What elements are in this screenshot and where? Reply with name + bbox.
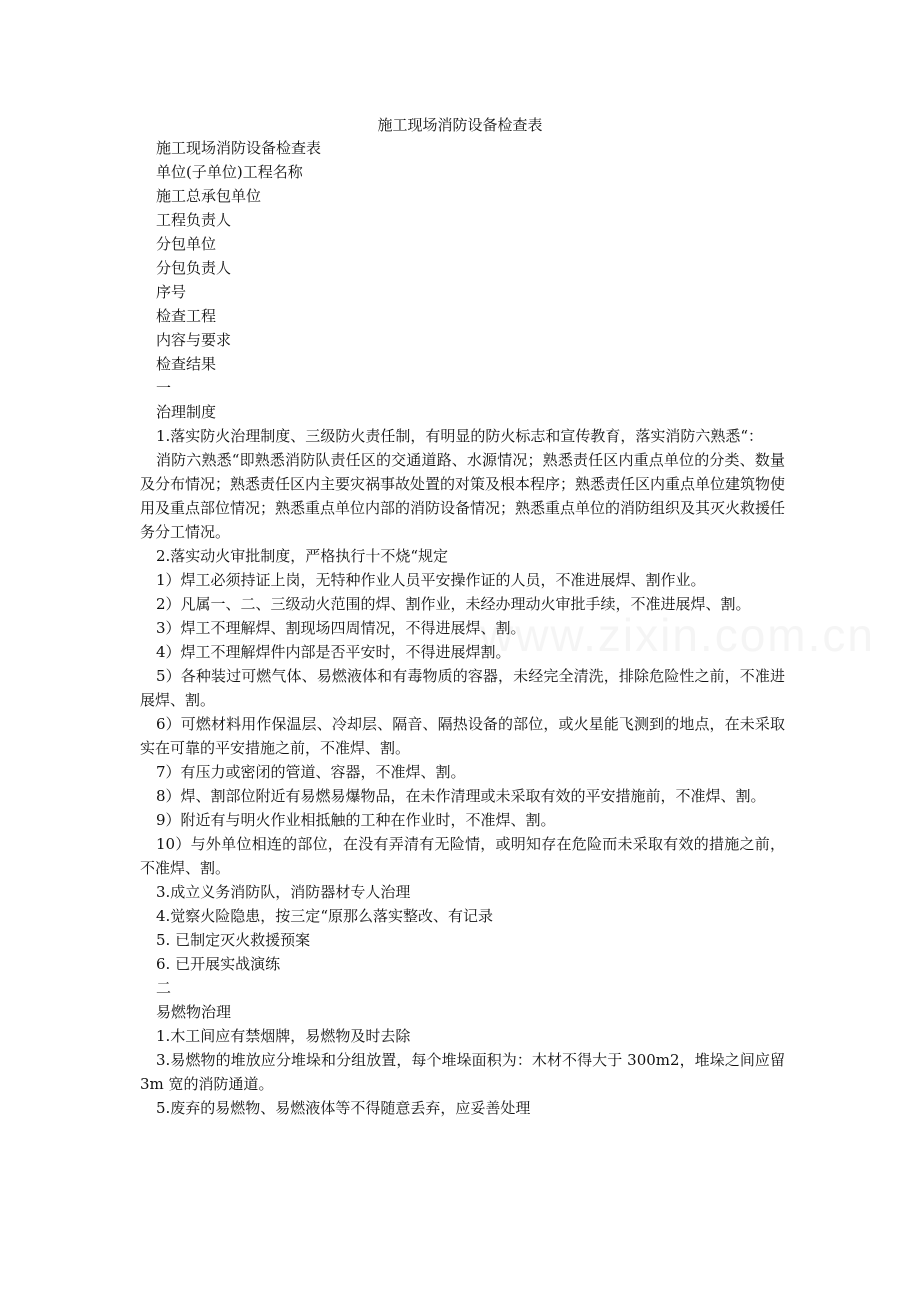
paragraph: 治理制度 xyxy=(156,403,217,421)
paragraph: 2.落实动火审批制度，严格执行十不烧“规定 xyxy=(156,547,448,565)
paragraph: 内容与要求 xyxy=(156,331,232,349)
paragraph: 3.易燃物的堆放应分堆垛和分组放置，每个堆垛面积为：木材不得大于 300m2，堆垛之间应留 3m 宽的消防通道。 xyxy=(140,1051,785,1093)
paragraph: 3）焊工不理解焊、割现场四周情况，不得进展焊、割。 xyxy=(156,619,526,637)
paragraph: 9）附近有与明火作业相抵触的工种在作业时，不准焊、割。 xyxy=(156,811,556,829)
paragraph: 消防六熟悉“即熟悉消防队责任区的交通道路、水源情况；熟悉责任区内重点单位的分类、数量及分布情况；熟悉责任区内主要灾祸事故处置的对策及根本程序；熟悉责任区内重点单位建筑物使用及重点部位情况；熟悉重点单位内部的消防设备情况；熟悉重点单位的消防组织及其灭火救援任务分工情况。 xyxy=(140,451,786,541)
paragraph: 1.落实防火治理制度、三级防火责任制，有明显的防火标志和宣传教育，落实消防六熟悉“： xyxy=(156,427,763,445)
paragraph: 8）焊、割部位附近有易燃易爆物品，在未作清理或未采取有效的平安措施前，不准焊、割。 xyxy=(156,787,766,805)
paragraph: 单位(子单位)工程名称 xyxy=(156,163,303,181)
paragraph: 易燃物治理 xyxy=(156,1003,232,1021)
document-body xyxy=(140,136,785,1120)
paragraph: 检查结果 xyxy=(156,355,217,373)
paragraph: 施工总承包单位 xyxy=(156,187,262,205)
paragraph: 工程负责人 xyxy=(156,211,232,229)
paragraph: 一 xyxy=(156,379,172,397)
paragraph: 施工现场消防设备检查表 xyxy=(156,139,322,157)
paragraph: 5. 已制定灭火救援预案 xyxy=(156,931,311,949)
paragraph: 4.觉察火险隐患，按三定“原那么落实整改、有记录 xyxy=(156,907,493,925)
paragraph: 5.废弃的易燃物、易燃液体等不得随意丢弃，应妥善处理 xyxy=(156,1099,531,1117)
paragraph: 分包负责人 xyxy=(156,259,232,277)
paragraph: 5）各种装过可燃气体、易燃液体和有毒物质的容器，未经完全清洗，排除危险性之前，不准进展焊、割。 xyxy=(140,667,785,709)
paragraph: 7）有压力或密闭的管道、容器，不准焊、割。 xyxy=(156,763,466,781)
watermark: www.zixin.com.cn xyxy=(480,609,875,661)
paragraph: 分包单位 xyxy=(156,235,217,253)
paragraph: 序号 xyxy=(156,283,187,301)
paragraph: 6）可燃材料用作保温层、冷却层、隔音、隔热设备的部位，或火星能飞测到的地点，在未采取实在可靠的平安措施之前，不准焊、割。 xyxy=(140,715,785,757)
paragraph: 6. 已开展实战演练 xyxy=(156,955,281,973)
paragraph: 二 xyxy=(156,979,172,997)
paragraph: 1）焊工必须持证上岗，无特种作业人员平安操作证的人员，不准进展焊、割作业。 xyxy=(156,571,706,589)
paragraph: 1.木工间应有禁烟牌，易燃物及时去除 xyxy=(156,1027,411,1045)
paragraph: 3.成立义务消防队，消防器材专人治理 xyxy=(156,883,411,901)
paragraph: 10）与外单位相连的部位，在没有弄清有无险情，或明知存在危险而未采取有效的措施之前，不准焊、割。 xyxy=(140,835,785,877)
paragraph: 4）焊工不理解焊件内部是否平安时，不得进展焊割。 xyxy=(156,643,511,661)
paragraph: 2）凡属一、二、三级动火范围的焊、割作业，未经办理动火审批手续，不准进展焊、割。 xyxy=(156,595,751,613)
document-title: 施工现场消防设备检查表 xyxy=(377,116,543,134)
paragraph: 检查工程 xyxy=(156,307,217,325)
